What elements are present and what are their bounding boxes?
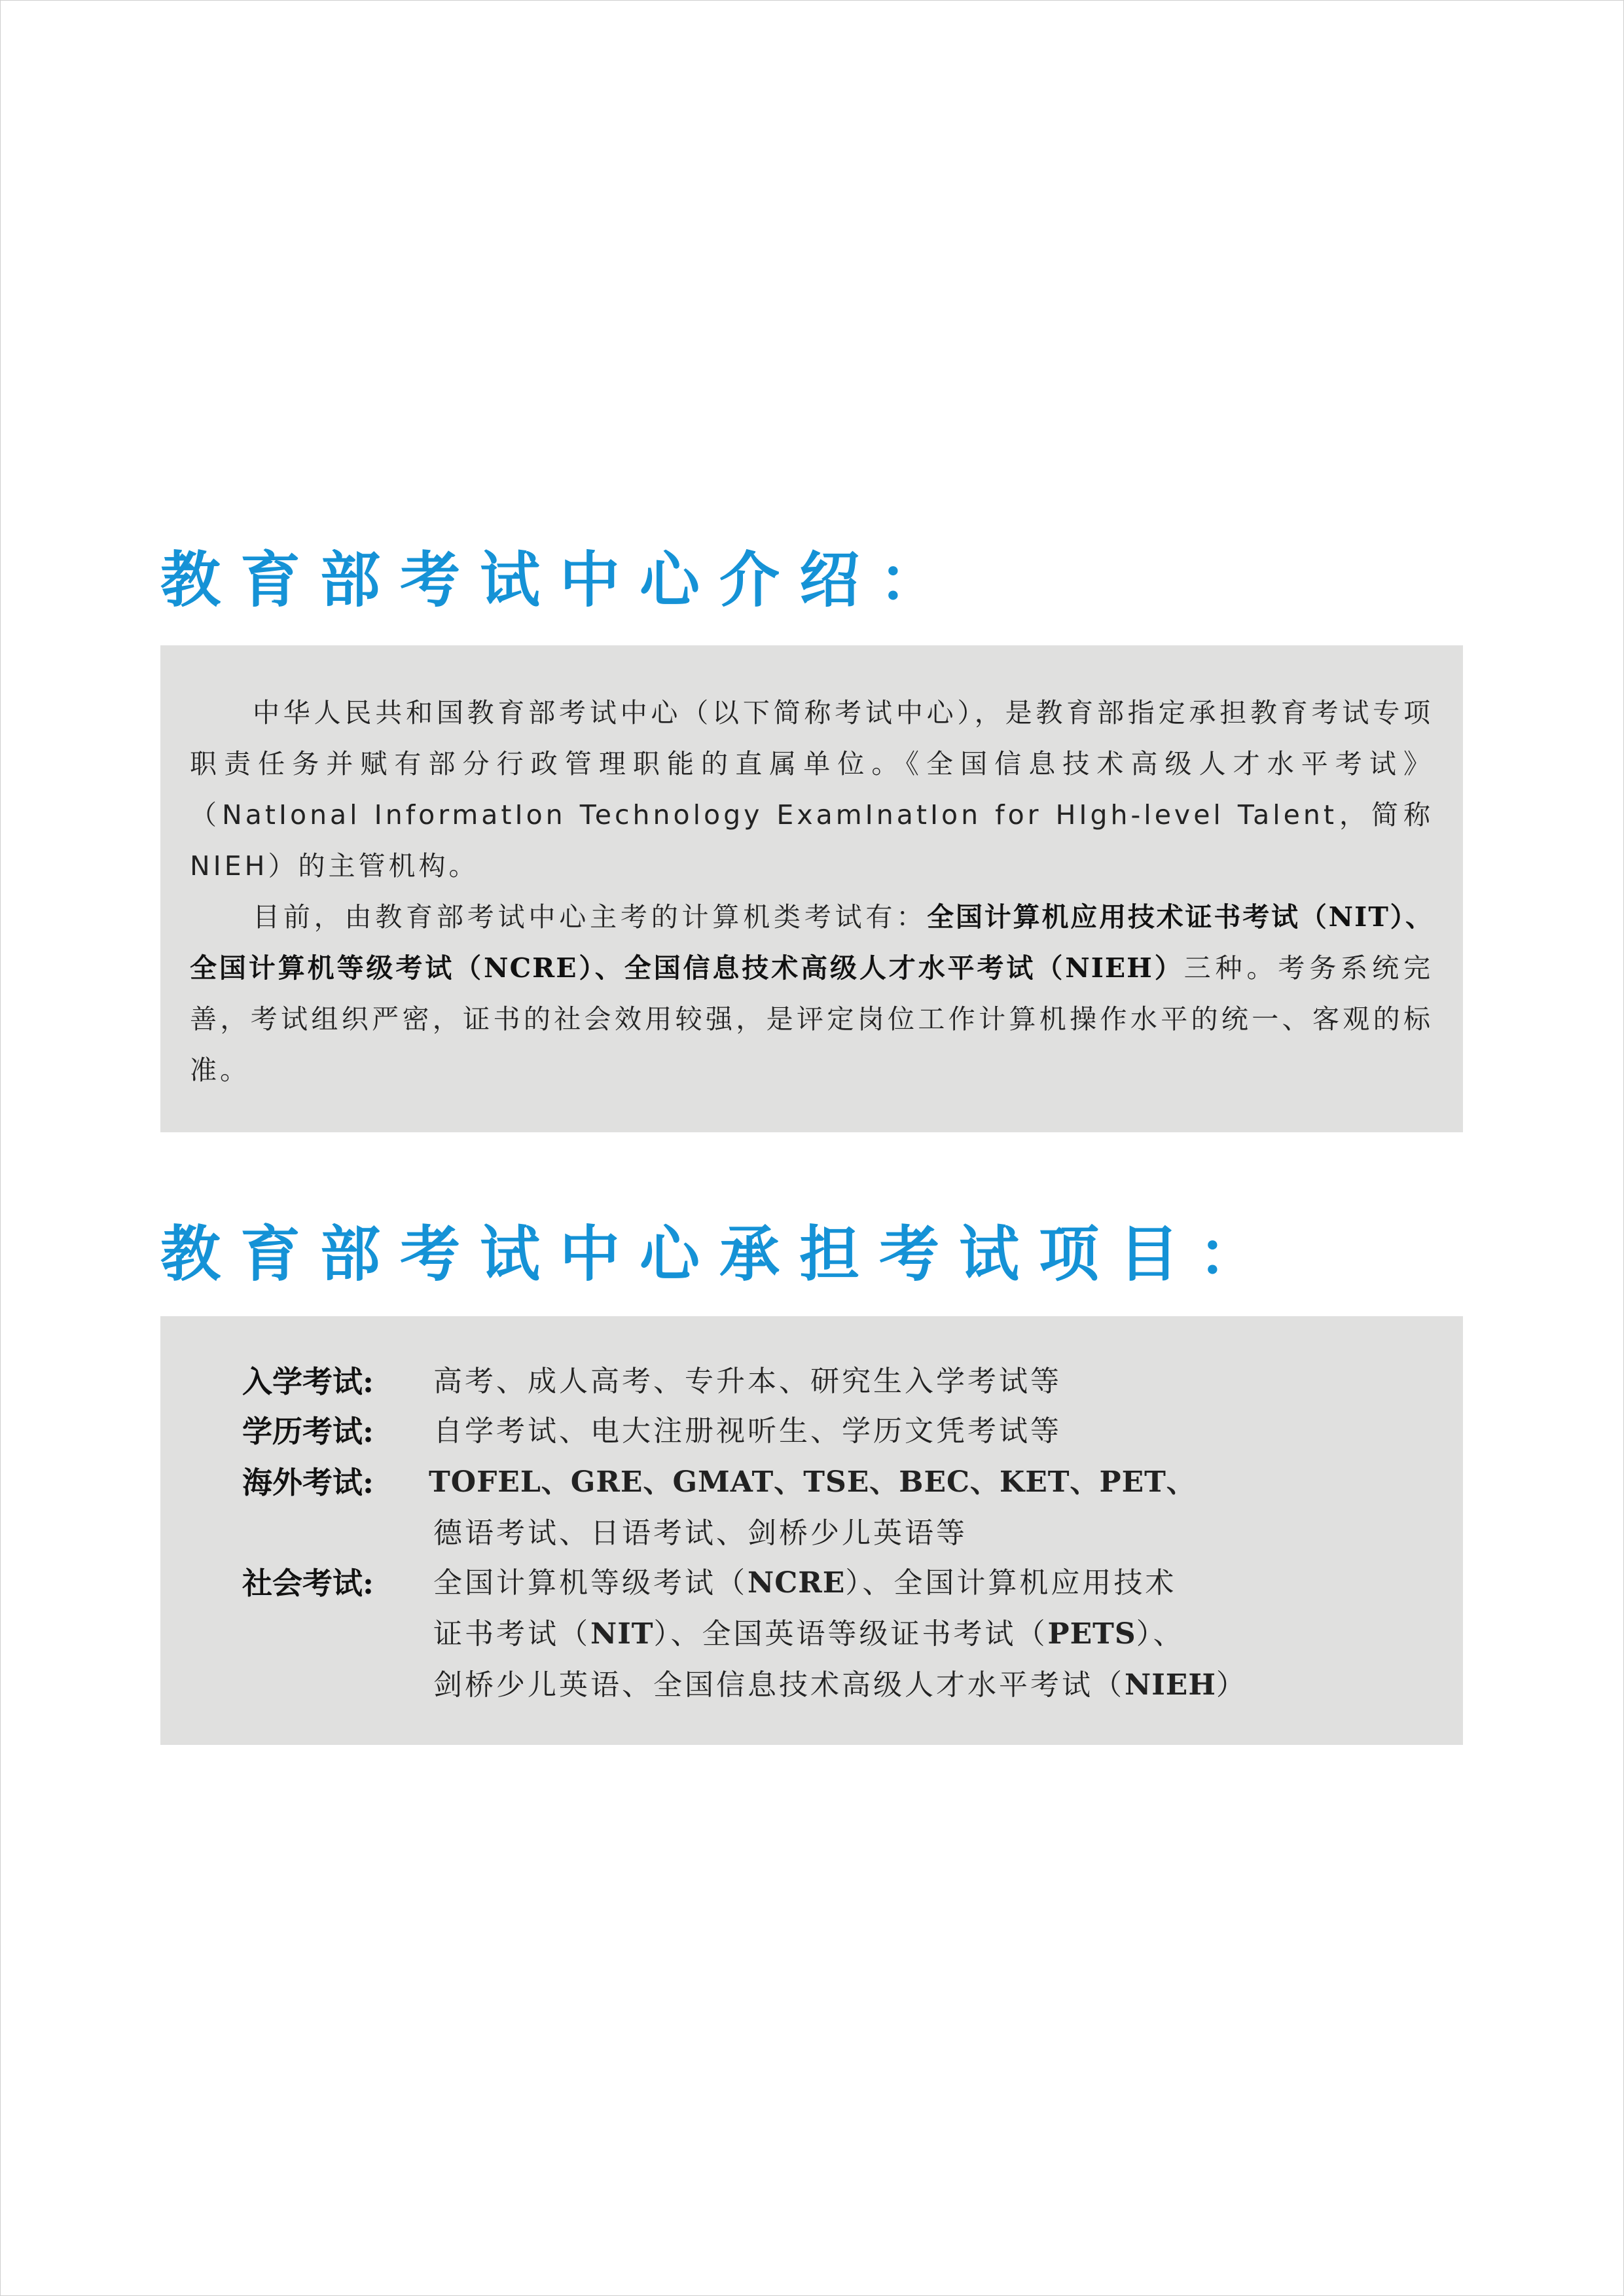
nieh-code: NIEH [1125, 1668, 1216, 1702]
social-exam-list-line-1 [433, 1564, 1176, 1603]
ncre-code: NCRE [748, 1566, 846, 1600]
entrance-exam-list: 高考、成人高考、专升本、研究生入学考试等 [433, 1365, 1062, 1398]
social-line-3-text-a: 剑桥少儿英语、全国信息技术高级人才水平考试（ [433, 1668, 1125, 1702]
social-line-3-text-c: ） [1216, 1668, 1248, 1702]
social-line-2-text-c: ）、全国英语等级证书考试（ [653, 1617, 1048, 1651]
intro-paragraph-2-tail: 三种。考务系统完善，考试组织严密，证书的社会效用较强，是评定岗位工作计算机操作水平的统一、客观的标准。 [190, 952, 1434, 1086]
academic-exam-list: 自学考试、电大注册视听生、学历文凭考试等 [433, 1414, 1062, 1448]
social-line-1-text-c: ）、全国计算机应用技术 [845, 1566, 1177, 1600]
entrance-exam-label: 入学考试: [242, 1364, 374, 1399]
social-exam-list-line-3 [433, 1666, 1248, 1705]
social-exam-label: 社会考试: [242, 1566, 374, 1601]
social-exam-list-line-2 [433, 1615, 1185, 1654]
overseas-exam-codes: TOFEL、GRE、GMAT、TSE、BEC、KET、PET、 [429, 1465, 1196, 1499]
intro-panel [160, 645, 1463, 1132]
intro-heading: 教育部考试中心介绍： [160, 545, 960, 615]
social-line-2-text-a: 证书考试（ [433, 1617, 590, 1651]
intro-paragraph-2-lead: 目前，由教育部考试中心主考的计算机类考试有： [253, 901, 928, 933]
social-line-1-text-a: 全国计算机等级考试（ [433, 1566, 748, 1600]
academic-exam-label: 学历考试: [242, 1414, 374, 1449]
projects-panel [160, 1316, 1463, 1745]
social-line-2-text-e: ）、 [1136, 1617, 1185, 1651]
overseas-exam-list-line-1 [429, 1463, 1196, 1502]
intro-paragraph-2 [190, 891, 1434, 1096]
intro-computer-exams: 全国计算机应用技术证书考试（NIT）、全国计算机等级考试（NCRE）、全国信息技术高级人才水平考试（NIEH） [190, 901, 1434, 984]
nit-code: NIT [590, 1617, 654, 1651]
overseas-exam-label: 海外考试: [242, 1465, 374, 1500]
overseas-exam-list-line-2: 德语考试、日语考试、剑桥少儿英语等 [433, 1516, 967, 1550]
intro-paragraph-1: 中华人民共和国教育部考试中心（以下简称考试中心），是教育部指定承担教育考试专项职责任务并赋有部分行政管理职能的直属单位。《全国信息技术高级人才水平考试》（NatIonal InformatIon Technology ExamInatIon for HIgh-level Talent，简称NIEH）的主管机构。 [190, 697, 1434, 882]
projects-heading: 教育部考试中心承担考试项目： [160, 1219, 1279, 1289]
pets-code: PETS [1047, 1617, 1136, 1651]
